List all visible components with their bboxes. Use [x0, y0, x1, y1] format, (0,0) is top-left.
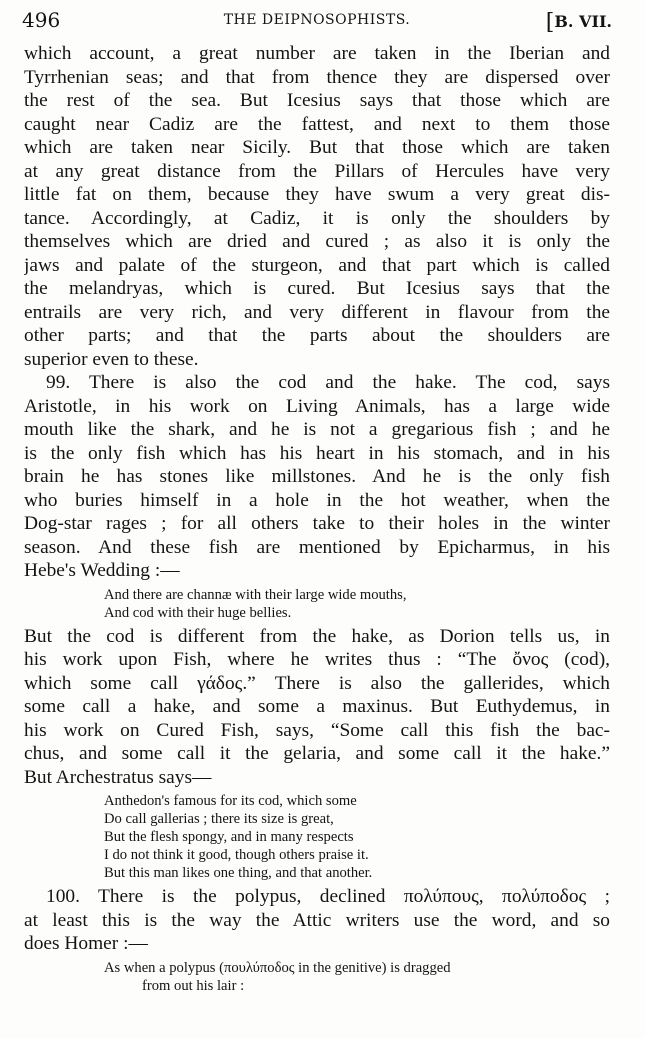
text-line: the rest of the sea. But Icesius says that those which are: [24, 90, 610, 111]
text-line: at least this is the way the Attic writers use the word, and so: [24, 909, 610, 931]
running-header: [22, 8, 612, 36]
paragraph-fish-fat: [24, 42, 610, 371]
text-line: But Archestratus says—: [24, 766, 212, 788]
text-line: which some call γάδος.” There is also the gallerides, which: [24, 672, 610, 694]
text-line: superior even to these.: [24, 348, 199, 370]
text-line: who buries himself in a hole in the hot weather, when the: [24, 489, 610, 511]
text-line: his work on Cured Fish, says, “Some call this fish the bac-: [24, 719, 610, 741]
text-line: which are taken near Sicily. But that those which are taken: [24, 137, 610, 158]
book-label: B. VII.: [554, 12, 612, 31]
page-body: [24, 42, 610, 995]
text-line: at any great distance from the Pillars of Hercules have very: [24, 160, 610, 182]
text-line: does Homer :—: [24, 933, 148, 954]
text-line: 100. There is the polypus, declined πολύπους, πολύποδος ;: [46, 886, 610, 907]
verse-line: But the flesh spongy, and in many respects: [104, 829, 354, 845]
verse-line: I do not think it good, though others praise it.: [104, 847, 369, 863]
text-line: little fat on them, because they have swum a very great dis-: [24, 184, 610, 205]
text-line: brain he has stones like millstones. And he is the only fish: [24, 466, 610, 487]
text-line: Hebe's Wedding :—: [24, 560, 180, 581]
verse-quote-epicharmus: [24, 586, 610, 622]
book-marker: [B. VII.: [545, 10, 612, 35]
verse-line: from out his lair :: [142, 977, 245, 994]
text-line: tance. Accordingly, at Cadiz, it is only the shoulders by: [24, 207, 610, 229]
text-line: jaws and palate of the sturgeon, and that part which is called: [24, 254, 610, 276]
verse-line: And there are channæ with their large wide mouths,: [104, 586, 407, 603]
verse-line: And cod with their huge bellies.: [104, 604, 292, 621]
text-line: entrails are very rich, and very different in flavour from the: [24, 301, 610, 323]
verse-quote-archestratus: [24, 792, 610, 882]
text-line: is the only fish which has his heart in his stomach, and in his: [24, 442, 610, 464]
verse-line: But this man likes one thing, and that another.: [104, 865, 373, 881]
text-line: the melandryas, which is cured. But Icesius says that the: [24, 278, 610, 299]
text-line: 99. There is also the cod and the hake. The cod, says: [46, 372, 610, 393]
text-line: Tyrrhenian seas; and that from thence they are dispersed over: [24, 66, 610, 88]
text-line: caught near Cadiz are the fattest, and next to them those: [24, 113, 610, 135]
text-line: themselves which are dried and cured ; as also it is only the: [24, 231, 610, 252]
paragraph-cod-hake: [24, 371, 610, 583]
text-line: Dog-star rages ; for all others take to their holes in the winter: [24, 513, 610, 534]
verse-line: Do call gallerias ; there its size is great,: [104, 811, 334, 827]
text-line: chus, and some call it the gelaria, and some call it the hake.”: [24, 743, 610, 764]
text-line: Aristotle, in his work on Living Animals, has a large wide: [24, 395, 610, 417]
text-line: some call a hake, and some a maxinus. But Euthydemus, in: [24, 696, 610, 717]
paragraph-dorion: [24, 625, 610, 790]
page-number: 496: [22, 8, 61, 32]
paragraph-polypus: [24, 885, 610, 956]
verse-quote-homer: [24, 959, 610, 995]
text-line: But the cod is different from the hake, as Dorion tells us, in: [24, 625, 610, 647]
running-title: THE DEIPNOSOPHISTS.: [223, 12, 411, 28]
verse-line: Anthedon's famous for its cod, which some: [104, 793, 357, 809]
verse-line: As when a polypus (πουλύποδος in the genitive) is dragged: [104, 959, 451, 976]
text-line: other parts; and that the parts about the shoulders are: [24, 325, 610, 346]
text-line: mouth like the shark, and he is not a gregarious fish ; and he: [24, 419, 610, 440]
text-line: his work upon Fish, where he writes thus : “The ὄνος (cod),: [24, 649, 610, 670]
text-line: season. And these fish are mentioned by Epicharmus, in his: [24, 536, 610, 558]
text-line: which account, a great number are taken in the Iberian and: [24, 43, 610, 64]
